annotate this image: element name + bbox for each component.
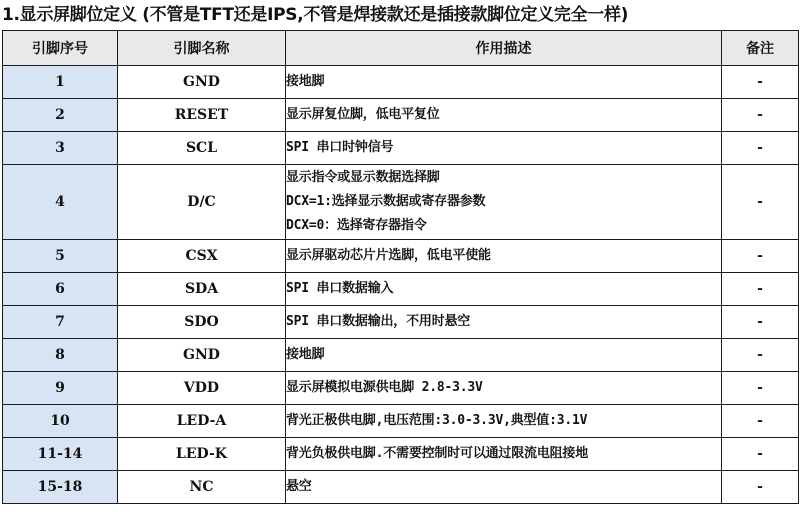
pin-number-cell: 7	[3, 306, 118, 339]
pin-number-cell: 10	[3, 405, 118, 438]
pin-description-cell	[286, 273, 722, 306]
pin-description-cell	[286, 405, 722, 438]
pin-number-cell: 6	[3, 273, 118, 306]
description-line: 显示指令或显示数据选择脚	[286, 170, 440, 185]
pin-name-cell: CSX	[118, 240, 286, 273]
pin-number-cell: 15-18	[3, 471, 118, 504]
column-header-remarks: 备注	[722, 31, 799, 66]
pin-name-cell: VDD	[118, 372, 286, 405]
table-row	[3, 471, 799, 504]
remarks-cell: -	[722, 66, 799, 99]
description-line: SPI 串口数据输入	[286, 281, 394, 296]
pin-name-cell: SCL	[118, 132, 286, 165]
pin-number-cell: 5	[3, 240, 118, 273]
table-row	[3, 372, 799, 405]
description-line: 悬空	[286, 479, 312, 494]
pin-description-cell	[286, 165, 722, 240]
table-row	[3, 165, 799, 240]
column-header-description: 作用描述	[286, 31, 722, 66]
remarks-cell: -	[722, 273, 799, 306]
pin-number-cell: 1	[3, 66, 118, 99]
description-line: DCX=1:选择显示数据或寄存器参数	[286, 194, 486, 209]
description-line: 显示屏驱动芯片片选脚，低电平使能	[286, 248, 491, 263]
description-line: 接地脚	[286, 74, 325, 89]
pin-description-cell	[286, 132, 722, 165]
pin-name-cell: RESET	[118, 99, 286, 132]
pin-number-cell: 3	[3, 132, 118, 165]
remarks-cell: -	[722, 405, 799, 438]
pin-description-cell	[286, 66, 722, 99]
description-line: 显示屏模拟电源供电脚 2.8-3.3V	[286, 380, 483, 395]
remarks-cell: -	[722, 306, 799, 339]
pin-description-cell	[286, 240, 722, 273]
table-row	[3, 66, 799, 99]
description-line: DCX=0：选择寄存器指令	[286, 218, 427, 233]
pin-number-cell: 11-14	[3, 438, 118, 471]
column-header-pin-name: 引脚名称	[118, 31, 286, 66]
pin-number-cell: 9	[3, 372, 118, 405]
table-row	[3, 99, 799, 132]
description-line: 接地脚	[286, 347, 325, 362]
table-row	[3, 240, 799, 273]
description-line: 背光正极供电脚,电压范围:3.0-3.3V,典型值:3.1V	[286, 413, 588, 428]
remarks-cell: -	[722, 372, 799, 405]
table-header-row	[3, 31, 799, 66]
table-row	[3, 306, 799, 339]
description-line: 显示屏复位脚，低电平复位	[286, 107, 440, 122]
column-header-pin-number: 引脚序号	[3, 31, 118, 66]
page-title: 1.显示屏脚位定义 (不管是TFT还是IPS,不管是焊接款还是插接款脚位定义完全一样)	[2, 5, 629, 25]
pin-name-cell: SDO	[118, 306, 286, 339]
pin-name-cell: LED-K	[118, 438, 286, 471]
table-row	[3, 339, 799, 372]
pin-name-cell: GND	[118, 66, 286, 99]
description-line: SPI 串口数据输出，不用时悬空	[286, 314, 471, 329]
pin-description-cell	[286, 372, 722, 405]
remarks-cell: -	[722, 165, 799, 240]
table-row	[3, 273, 799, 306]
description-line: 背光负极供电脚.不需要控制时可以通过限流电阻接地	[286, 446, 589, 461]
pin-name-cell: GND	[118, 339, 286, 372]
remarks-cell: -	[722, 240, 799, 273]
pin-name-cell: LED-A	[118, 405, 286, 438]
remarks-cell: -	[722, 438, 799, 471]
remarks-cell: -	[722, 132, 799, 165]
pin-description-cell	[286, 99, 722, 132]
remarks-cell: -	[722, 339, 799, 372]
pin-definition-table	[2, 30, 799, 504]
remarks-cell: -	[722, 99, 799, 132]
table-row	[3, 405, 799, 438]
pin-description-cell	[286, 438, 722, 471]
table-row	[3, 438, 799, 471]
pin-number-cell: 2	[3, 99, 118, 132]
pin-name-cell: SDA	[118, 273, 286, 306]
remarks-cell: -	[722, 471, 799, 504]
pin-description-cell	[286, 306, 722, 339]
pin-number-cell: 8	[3, 339, 118, 372]
pin-number-cell: 4	[3, 165, 118, 240]
pin-name-cell: NC	[118, 471, 286, 504]
description-line: SPI 串口时钟信号	[286, 140, 394, 155]
table-row	[3, 132, 799, 165]
pin-description-cell	[286, 471, 722, 504]
pin-description-cell	[286, 339, 722, 372]
pin-name-cell: D/C	[118, 165, 286, 240]
table-body	[3, 66, 799, 504]
